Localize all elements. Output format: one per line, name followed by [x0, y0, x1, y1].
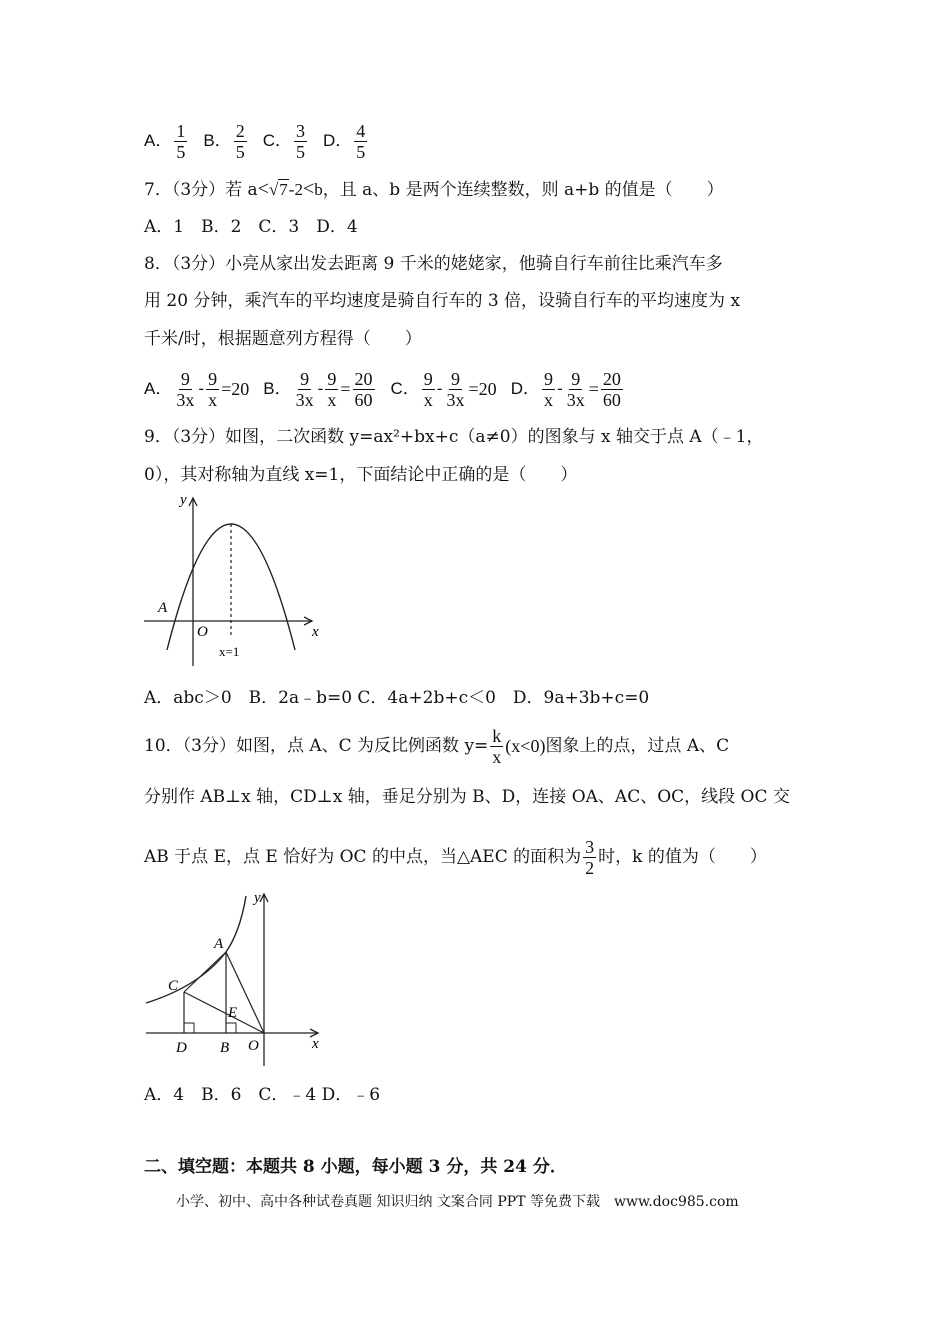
q8-line-1: 8．（3分）小亮从家出发去距离 9 千米的姥姥家，他骑自行车前往比乘汽车多: [144, 254, 723, 274]
q8-b-frac1: $\frac{9}{3x}$: [295, 368, 314, 410]
q9-options: A．abc＞0 B．2a﹣b=0 C．4a+2b+c＜0 D．9a+3b+c=0: [144, 688, 650, 708]
q8-c-frac2: $\frac{9}{3x}$: [446, 368, 465, 410]
q10-line-1: 10．（3分）如图，点 A、C 为反比例函数 y= $\frac{k}{x}$ (x<0) 图象上的点，过点 A、C: [144, 725, 730, 767]
q10-label-b: B: [220, 1040, 230, 1056]
q6-option-c-label: C．: [262, 131, 292, 150]
q10-right-angle-d: [184, 1023, 194, 1033]
q7-stem: 7．（3分）若 a<√7-2<b，且 a、b 是两个连续整数，则 a+b 的值是（ ）: [144, 178, 724, 200]
q10-label-c: C: [168, 978, 179, 994]
q9-line-1: 9．（3分）如图，二次函数 y=ax²+bx+c（a≠0）的图象与 x 轴交于点 A（﹣1，: [144, 427, 764, 447]
q10-hyperbola-curve: [146, 896, 246, 1003]
q9-label-o: O: [197, 624, 208, 640]
q8-option-c: C． $\frac{9}{x}$ - $\frac{9}{3x}$ =20: [390, 368, 497, 410]
q6-option-b-label: B．: [203, 131, 232, 150]
q10-label-d: D: [176, 1040, 187, 1056]
q10-options: A．4 B．6 C．﹣4 D．﹣6: [144, 1085, 381, 1105]
q9-parabola-figure: [140, 490, 340, 670]
q7-options: A．1 B．2 C．3 D．4: [144, 217, 358, 237]
q8-a-frac1: $\frac{9}{3x}$: [176, 368, 195, 410]
q6-option-c-fraction: $\frac{3}{5}$: [295, 120, 305, 162]
q9-label-y: y: [180, 492, 187, 508]
q8-option-a: A． $\frac{9}{3x}$ - $\frac{9}{x}$ =20: [144, 368, 250, 410]
q10-label-y: y: [254, 890, 261, 906]
q6-option-b-fraction: $\frac{2}{5}$: [235, 120, 245, 162]
q10-label-o: O: [248, 1038, 259, 1054]
q8-d-frac3: $\frac{20}{60}$: [602, 368, 621, 410]
q8-options: [144, 366, 625, 412]
q8-option-b: B． $\frac{9}{3x}$ - $\frac{9}{x}$ = $\frac{20}{60}$: [263, 368, 373, 410]
q6-option-a-fraction: $\frac{1}{5}$: [176, 120, 186, 162]
q10-hyperbola-figure: [140, 886, 340, 1070]
q10-line-3: AB 于点 E，点 E 恰好为 OC 的中点，当△AEC 的面积为 $\frac{3}{2}$ 时，k 的值为（ ）: [144, 836, 767, 878]
q10-label-x: x: [312, 1036, 319, 1052]
q8-d-frac1: $\frac{9}{x}$: [543, 368, 553, 410]
q6-option-d-fraction: $\frac{4}{5}$: [356, 120, 366, 162]
q10-area-fraction: $\frac{3}{2}$: [585, 836, 595, 878]
q10-segment-ac: [184, 952, 226, 992]
q6-option-d-label: D．: [322, 131, 353, 150]
q8-line-3: 千米/时，根据题意列方程得（ ）: [144, 329, 422, 349]
q9-label-a: A: [158, 600, 168, 616]
q9-label-x: x: [312, 624, 319, 640]
q8-option-d: D． $\frac{9}{x}$ - $\frac{9}{3x}$ = $\frac{20}{60}$: [510, 368, 621, 410]
q9-label-axis: x=1: [219, 644, 240, 659]
q6-option-a-label: A．: [144, 131, 173, 150]
footer-note: 小学、初中、高中各种试卷真题 知识归纳 文案合同 PPT 等免费下载 www.doc985.com: [176, 1194, 739, 1210]
q8-line-2: 用 20 分钟，乘汽车的平均速度是骑自行车的 3 倍，设骑自行车的平均速度为 x: [144, 291, 741, 311]
q8-c-frac1: $\frac{9}{x}$: [423, 368, 433, 410]
q10-segment-oc: [184, 992, 264, 1033]
q10-line-2: 分别作 AB⊥x 轴，CD⊥x 轴，垂足分别为 B、D，连接 OA、AC、OC，线段 OC 交: [144, 787, 790, 807]
q10-k-over-x: $\frac{k}{x}$: [492, 725, 502, 767]
q10-label-a: A: [214, 936, 224, 952]
q8-d-frac2: $\frac{9}{3x}$: [566, 368, 585, 410]
q8-a-frac2: $\frac{9}{x}$: [208, 368, 218, 410]
q9-line-2: 0），其对称轴为直线 x=1，下面结论中正确的是（ ）: [144, 465, 578, 485]
q8-b-frac2: $\frac{9}{x}$: [327, 368, 337, 410]
q8-b-frac3: $\frac{20}{60}$: [354, 368, 373, 410]
q10-right-angle-b: [226, 1023, 236, 1033]
q6-options: [144, 118, 369, 164]
section-2-heading: 二、填空题：本题共 8 小题，每小题 3 分，共 24 分．: [144, 1157, 567, 1177]
q10-label-e: E: [228, 1005, 238, 1021]
